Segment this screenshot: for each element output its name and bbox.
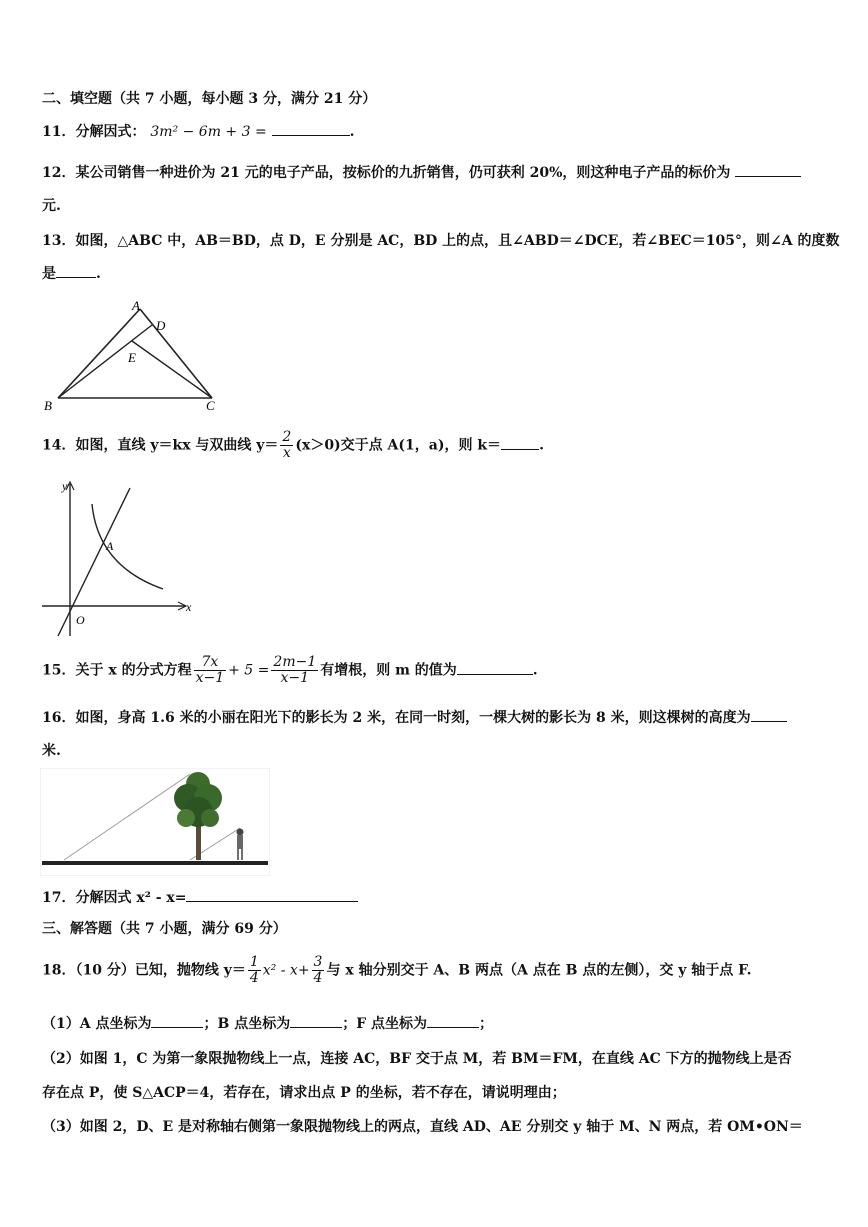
q18-part-2-line-2: 存在点 P，使 S△ACP＝4，若存在，请求出点 P 的坐标，若不存在，请说明理由； (42, 1085, 566, 1101)
q13-tail-line: 是 . (42, 266, 101, 282)
q12-answer-blank[interactable] (735, 164, 801, 177)
question-16 (42, 707, 787, 727)
q18-f2-den: 4 (313, 970, 323, 986)
label-e: E (128, 350, 136, 365)
q18-suffix: 与 x 轴分别交于 A、B 两点（A 点在 B 点的左侧），交 y 轴于点 F. (326, 962, 752, 979)
q18-fraction-2 (312, 955, 325, 986)
label-o: O (76, 613, 85, 627)
q18-fraction-1 (248, 955, 261, 986)
q14-answer-blank[interactable] (501, 437, 539, 450)
q15-f2-den: x−1 (280, 670, 310, 686)
q18-part-3-line-1: （3）如图 2，D、E 是对称轴右侧第一象限抛物线上的两点，直线 AD、AE 分别交 y 轴于 M、N 两点，若 OM•ON＝ (42, 1119, 803, 1135)
q18-a-blank[interactable] (151, 1015, 203, 1028)
question-18 (42, 955, 752, 986)
label-b: B (44, 398, 52, 413)
q15-prefix: 15．关于 x 的分式方程 (42, 662, 192, 679)
q14-fraction (280, 430, 293, 461)
q15-f2-num: 2m−1 (273, 654, 317, 670)
q11-answer-blank[interactable] (272, 123, 350, 136)
q14-prefix: 14．如图，直线 y＝kx 与双曲线 y＝ (42, 437, 279, 454)
q11-prefix: 11．分解因式： (42, 124, 146, 140)
q15-fraction-1 (194, 655, 227, 686)
q16-text: 16．如图，身高 1.6 米的小丽在阳光下的影长为 2 米，在同一时刻，一棵大树的影长为 8 米，则这棵树的高度为 (42, 710, 751, 726)
q15-f1-den: x−1 (195, 670, 225, 686)
label-x: x (186, 600, 192, 614)
q18-f-blank[interactable] (427, 1015, 479, 1028)
label-a-point: A (106, 539, 114, 553)
question-14: 14．如图，直线 y＝kx 与双曲线 y＝ $\frac{2}{x}$ (x＞0)交于点 A(1，a)，则 k＝ . (42, 429, 544, 461)
q18-mid: x² - x+ (262, 962, 310, 979)
q18-prefix: 18．（10 分）已知，抛物线 y＝ (42, 962, 246, 979)
q12-tail: 元. (42, 198, 61, 214)
q18-p1-b: ；B 点坐标为 (203, 1016, 291, 1032)
q16-tree-shadow-figure (40, 768, 270, 876)
section-2-title: 二、填空题（共 7 小题，每小题 3 分，满分 21 分） (42, 91, 377, 107)
q13-triangle-figure (40, 296, 230, 416)
q14-suffix: (x＞0)交于点 A(1，a)，则 k＝ (295, 437, 502, 454)
q16-tail: 米. (42, 743, 61, 759)
label-a: A (132, 298, 140, 313)
section-3-title: 三、解答题（共 7 小题，满分 69 分） (42, 921, 287, 937)
label-d: D (156, 318, 166, 333)
q15-answer-blank[interactable] (457, 662, 533, 675)
label-c: C (206, 398, 215, 413)
question-11: 11．分解因式： 3m² − 6m + 3 = . (42, 124, 355, 140)
q16-answer-blank[interactable] (751, 709, 787, 722)
q15-f1-num: 7x (194, 655, 227, 671)
q13-answer-blank[interactable] (56, 265, 96, 278)
q12-text: 12．某公司销售一种进价为 21 元的电子产品，按标价的九折销售，仍可获利 20%，则这种电子产品的标价为 (42, 165, 731, 181)
q14-graph-figure (38, 476, 198, 646)
q18-part-1 (42, 1013, 493, 1033)
label-y: y (62, 479, 68, 493)
question-17 (42, 887, 358, 907)
q14-frac-den: x (282, 445, 291, 461)
q18-part-2-line-1: （2）如图 1，C 为第一象限抛物线上一点，连接 AC，BF 交于点 M，若 BM＝FM，在直线 AC 下方的抛物线上是否 (42, 1051, 792, 1067)
q18-b-blank[interactable] (290, 1015, 342, 1028)
q13-tail: 是 (42, 266, 56, 282)
q18-f1-num: 1 (249, 954, 259, 970)
q11-expression: 3m² − 6m + 3 = (150, 124, 267, 140)
q17-text: 17．分解因式 x² - x= (42, 890, 187, 906)
question-15: 15．关于 x 的分式方程 $\frac{7x}{x-1}$ + 5 = $\frac{2m-1}{x-1}$ 有增根，则 m 的值为 . (42, 654, 538, 686)
q18-p1-a: （1）A 点坐标为 (42, 1016, 152, 1032)
q18-p1-d: ； (479, 1016, 494, 1032)
q15-suffix: 有增根，则 m 的值为 (320, 662, 457, 679)
q17-answer-blank[interactable] (186, 889, 358, 902)
q14-frac-num: 2 (282, 429, 292, 445)
q18-f2-num: 3 (313, 954, 323, 970)
question-12 (42, 162, 801, 182)
question-13: 13．如图，△ABC 中，AB＝BD，点 D，E 分别是 AC，BD 上的点，且∠ABD＝∠DCE，若∠BEC＝105°，则∠A 的度数 (42, 233, 840, 249)
q18-p1-c: ；F 点坐标为 (342, 1016, 428, 1032)
q18-f1-den: 4 (249, 970, 259, 986)
q15-mid: + 5 = (228, 662, 270, 679)
q15-fraction-2 (271, 655, 318, 686)
